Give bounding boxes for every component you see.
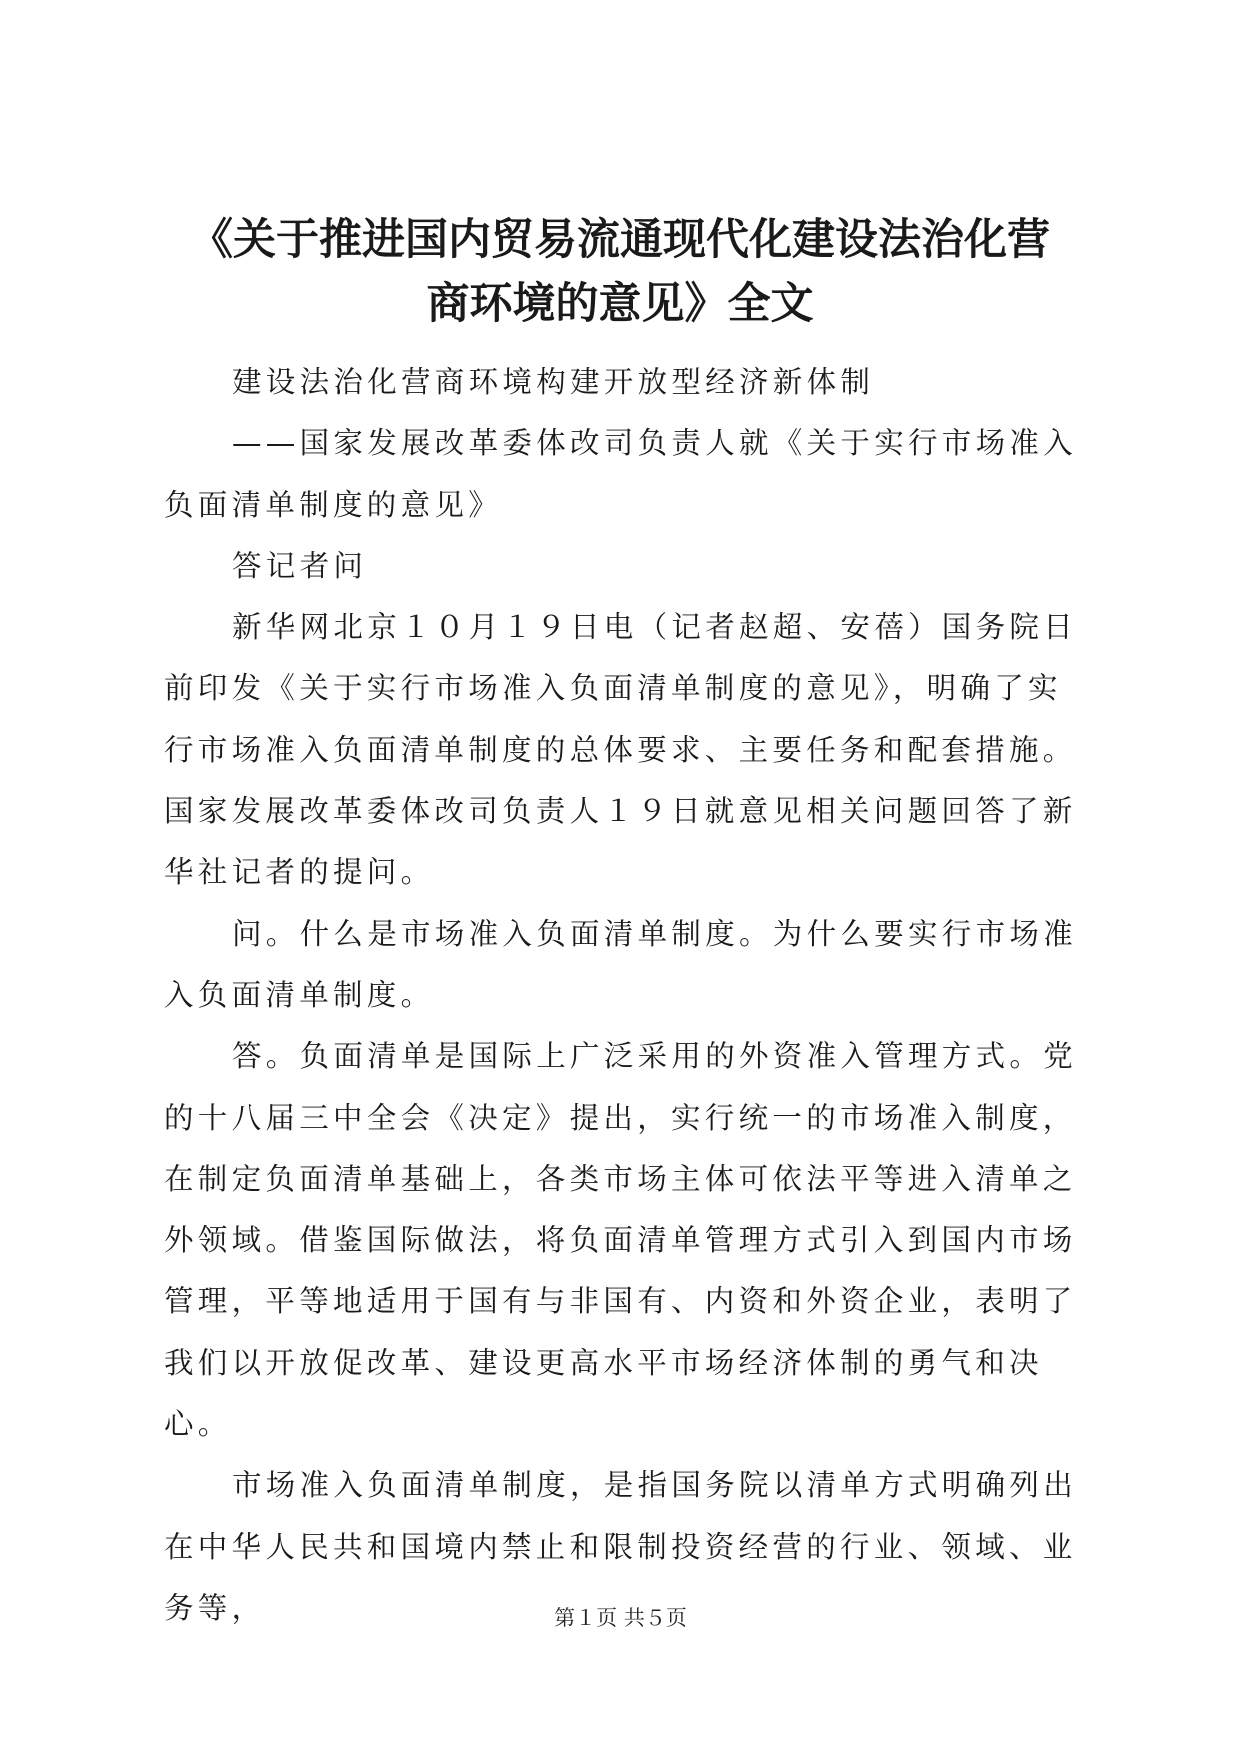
paragraph-definition: 市场准入负面清单制度，是指国务院以清单方式明确列出在中华人民共和国境内禁止和限制投资经营的行业、领域、业务等， (164, 1468, 1078, 1625)
paragraph-subtitle: 建设法治化营商环境构建开放型经济新体制 (232, 365, 875, 399)
paragraph-question: 问。什么是市场准入负面清单制度。为什么要实行市场准入负面清单制度。 (164, 916, 1078, 1012)
paragraph-interview-label: 答记者问 (232, 548, 368, 583)
title-line-1: 《关于推进国内贸易流通现代化建设法治化营 (190, 215, 1050, 265)
paragraph-answer: 答。负面清单是国际上广泛采用的外资准入管理方式。党的十八届三中全会《决定》提出，实行统一的市场准入制度，在制定负面清单基础上，各类市场主体可依法平等进入清单之外领域。借鉴国际做法，将负面清单管理方式引入到国内市场管理，平等地适用于国有与非国有、内资和外资企业，表明了我们以开放促改革、建设更高水平市场经济体制的勇气和决心。 (164, 1039, 1078, 1442)
paragraph-byline: ——国家发展改革委体改司负责人就《关于实行市场准入负面清单制度的意见》 (164, 426, 1078, 522)
document-body (164, 352, 1084, 1639)
page-number: 第１页 共５页 (554, 1606, 687, 1630)
page-footer (0, 1603, 1241, 1633)
title-line-2: 商环境的意见》全文 (426, 279, 814, 329)
document-title (140, 208, 1100, 336)
paragraph-news-lead: 新华网北京１０月１９日电（记者赵超、安蓓）国务院日前印发《关于实行市场准入负面清单制度的意见》，明确了实行市场准入负面清单制度的总体要求、主要任务和配套措施。国家发展改革委体改司负责人１９日就意见相关问题回答了新华社记者的提问。 (164, 610, 1078, 890)
